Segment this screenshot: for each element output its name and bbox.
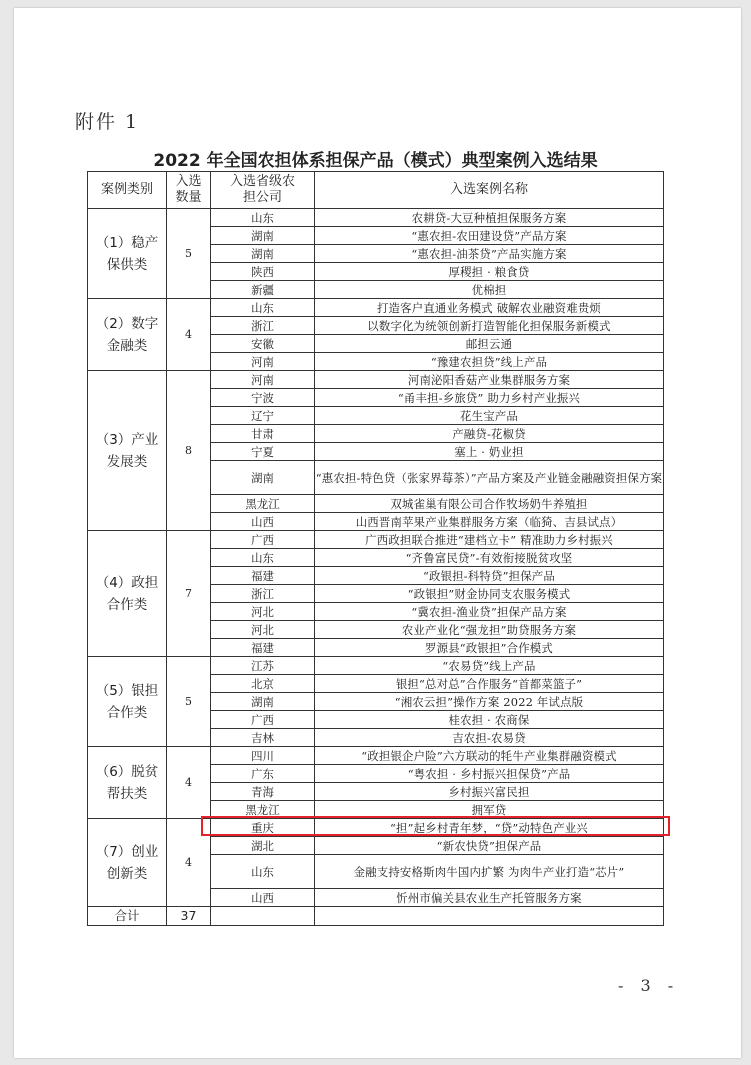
province-cell: 安徽 bbox=[211, 335, 315, 353]
province-cell: 湖南 bbox=[211, 693, 315, 711]
total-empty-cell bbox=[211, 907, 315, 926]
province-cell: 广西 bbox=[211, 531, 315, 549]
case-name-cell: “齐鲁富民贷”-有效衔接脱贫攻坚 bbox=[315, 549, 664, 567]
case-name-cell: “豫建农担贷”线上产品 bbox=[315, 353, 664, 371]
province-cell: 四川 bbox=[211, 747, 315, 765]
case-name-cell: “粤农担 · 乡村振兴担保贷”产品 bbox=[315, 765, 664, 783]
province-cell: 宁夏 bbox=[211, 443, 315, 461]
case-name-cell: 农业产业化“强龙担”助贷服务方案 bbox=[315, 621, 664, 639]
province-cell: 山西 bbox=[211, 513, 315, 531]
case-name-cell: “新农快贷”担保产品 bbox=[315, 837, 664, 855]
province-cell: 黑龙江 bbox=[211, 801, 315, 819]
case-name-cell: 桂农担 · 农商保 bbox=[315, 711, 664, 729]
page-number: - 3 - bbox=[618, 976, 680, 995]
case-name-cell: 农耕贷-大豆种植担保服务方案 bbox=[315, 209, 664, 227]
table-row bbox=[88, 531, 664, 549]
case-name-cell: “政银担”财金协同支农服务模式 bbox=[315, 585, 664, 603]
table-row bbox=[88, 209, 664, 227]
category-cell: （2）数字 金融类 bbox=[88, 299, 167, 371]
count-cell: 4 bbox=[167, 747, 211, 819]
count-cell: 7 bbox=[167, 531, 211, 657]
case-name-cell: “惠农担-农田建设贷”产品方案 bbox=[315, 227, 664, 245]
total-empty-cell bbox=[315, 907, 664, 926]
total-count: 37 bbox=[167, 907, 211, 926]
count-cell: 5 bbox=[167, 657, 211, 747]
highlight-box bbox=[201, 816, 670, 836]
case-name-cell: 忻州市偏关县农业生产托管服务方案 bbox=[315, 889, 664, 907]
case-name-cell: 河南泌阳香菇产业集群服务方案 bbox=[315, 371, 664, 389]
table-body bbox=[88, 209, 664, 907]
case-name-cell: 金融支持安格斯肉牛国内扩繁 为肉牛产业打造“芯片” bbox=[315, 855, 664, 889]
category-cell: （3）产业 发展类 bbox=[88, 371, 167, 531]
case-name-cell: 乡村振兴富民担 bbox=[315, 783, 664, 801]
province-cell: 陕西 bbox=[211, 263, 315, 281]
province-cell: 宁波 bbox=[211, 389, 315, 407]
province-cell: 湖南 bbox=[211, 461, 315, 495]
attachment-label: 附件 1 bbox=[75, 111, 140, 133]
category-cell: （5）银担 合作类 bbox=[88, 657, 167, 747]
province-cell: 山东 bbox=[211, 299, 315, 317]
province-cell: 广西 bbox=[211, 711, 315, 729]
header-count: 入选 数量 bbox=[167, 172, 211, 209]
case-name-cell: 拥军贷 bbox=[315, 801, 664, 819]
province-cell: 河南 bbox=[211, 353, 315, 371]
category-cell: （1）稳产 保供类 bbox=[88, 209, 167, 299]
count-cell: 5 bbox=[167, 209, 211, 299]
province-cell: 福建 bbox=[211, 567, 315, 585]
document-title: 2022 年全国农担体系担保产品（模式）典型案例入选结果 bbox=[153, 151, 598, 171]
table-row bbox=[88, 657, 664, 675]
case-name-cell: “湘农云担”操作方案 2022 年试点版 bbox=[315, 693, 664, 711]
case-name-cell: 以数字化为统领创新打造智能化担保服务新模式 bbox=[315, 317, 664, 335]
province-cell: 辽宁 bbox=[211, 407, 315, 425]
province-cell: 山东 bbox=[211, 855, 315, 889]
category-cell: （4）政担 合作类 bbox=[88, 531, 167, 657]
province-cell: 北京 bbox=[211, 675, 315, 693]
header-province: 入选省级农 担公司 bbox=[211, 172, 315, 209]
case-name-cell: 打造客户直通业务模式 破解农业融资难贵烦 bbox=[315, 299, 664, 317]
case-name-cell: “甬丰担-乡旅贷” 助力乡村产业振兴 bbox=[315, 389, 664, 407]
total-row bbox=[88, 907, 664, 926]
province-cell: 山东 bbox=[211, 549, 315, 567]
case-name-cell: 罗源县“政银担”合作模式 bbox=[315, 639, 664, 657]
province-cell: 山东 bbox=[211, 209, 315, 227]
results-table bbox=[87, 171, 664, 926]
province-cell: 吉林 bbox=[211, 729, 315, 747]
province-cell: 浙江 bbox=[211, 317, 315, 335]
province-cell: 浙江 bbox=[211, 585, 315, 603]
case-name-cell: “担”起乡村青年梦，“贷”动特色产业兴 bbox=[315, 819, 664, 837]
count-cell: 8 bbox=[167, 371, 211, 531]
case-name-cell: “惠农担-特色贷（张家界莓茶）”产品方案及产业链金融融资担保方案 bbox=[315, 461, 664, 495]
table-row bbox=[88, 299, 664, 317]
category-cell: （6）脱贫 帮扶类 bbox=[88, 747, 167, 819]
case-name-cell: 广西政担联合推进“建档立卡” 精准助力乡村振兴 bbox=[315, 531, 664, 549]
case-name-cell: 双城雀巢有限公司合作牧场奶牛养殖担 bbox=[315, 495, 664, 513]
count-cell: 4 bbox=[167, 299, 211, 371]
category-cell: （7）创业 创新类 bbox=[88, 819, 167, 907]
case-name-cell: 塞上 · 奶业担 bbox=[315, 443, 664, 461]
count-cell: 4 bbox=[167, 819, 211, 907]
table-row bbox=[88, 371, 664, 389]
case-name-cell: “农易贷”线上产品 bbox=[315, 657, 664, 675]
case-name-cell: 花生宝产品 bbox=[315, 407, 664, 425]
province-cell: 河北 bbox=[211, 603, 315, 621]
case-name-cell: 山西晋南苹果产业集群服务方案（临猗、吉县试点） bbox=[315, 513, 664, 531]
province-cell: 湖北 bbox=[211, 837, 315, 855]
province-cell: 甘肃 bbox=[211, 425, 315, 443]
province-cell: 河南 bbox=[211, 371, 315, 389]
province-cell: 广东 bbox=[211, 765, 315, 783]
province-cell: 湖南 bbox=[211, 245, 315, 263]
case-name-cell: 优棉担 bbox=[315, 281, 664, 299]
province-cell: 重庆 bbox=[211, 819, 315, 837]
case-name-cell: 邮担云通 bbox=[315, 335, 664, 353]
case-name-cell: 厚稷担 · 粮食贷 bbox=[315, 263, 664, 281]
header-case-name: 入选案例名称 bbox=[315, 172, 664, 209]
province-cell: 山西 bbox=[211, 889, 315, 907]
total-label: 合计 bbox=[88, 907, 167, 926]
case-name-cell: “惠农担-油茶贷”产品实施方案 bbox=[315, 245, 664, 263]
province-cell: 黑龙江 bbox=[211, 495, 315, 513]
case-name-cell: “冀农担-渔业贷”担保产品方案 bbox=[315, 603, 664, 621]
header-category: 案例类别 bbox=[88, 172, 167, 209]
case-name-cell: 产融贷-花椒贷 bbox=[315, 425, 664, 443]
province-cell: 湖南 bbox=[211, 227, 315, 245]
case-name-cell: 银担“总对总”合作服务“首都菜篮子” bbox=[315, 675, 664, 693]
case-name-cell: 吉农担-农易贷 bbox=[315, 729, 664, 747]
province-cell: 河北 bbox=[211, 621, 315, 639]
province-cell: 江苏 bbox=[211, 657, 315, 675]
table-header-row bbox=[88, 172, 664, 209]
province-cell: 福建 bbox=[211, 639, 315, 657]
table-row bbox=[88, 747, 664, 765]
province-cell: 新疆 bbox=[211, 281, 315, 299]
province-cell: 青海 bbox=[211, 783, 315, 801]
case-name-cell: “政银担-科特贷”担保产品 bbox=[315, 567, 664, 585]
case-name-cell: “政担银企户险”六方联动的牦牛产业集群融资模式 bbox=[315, 747, 664, 765]
